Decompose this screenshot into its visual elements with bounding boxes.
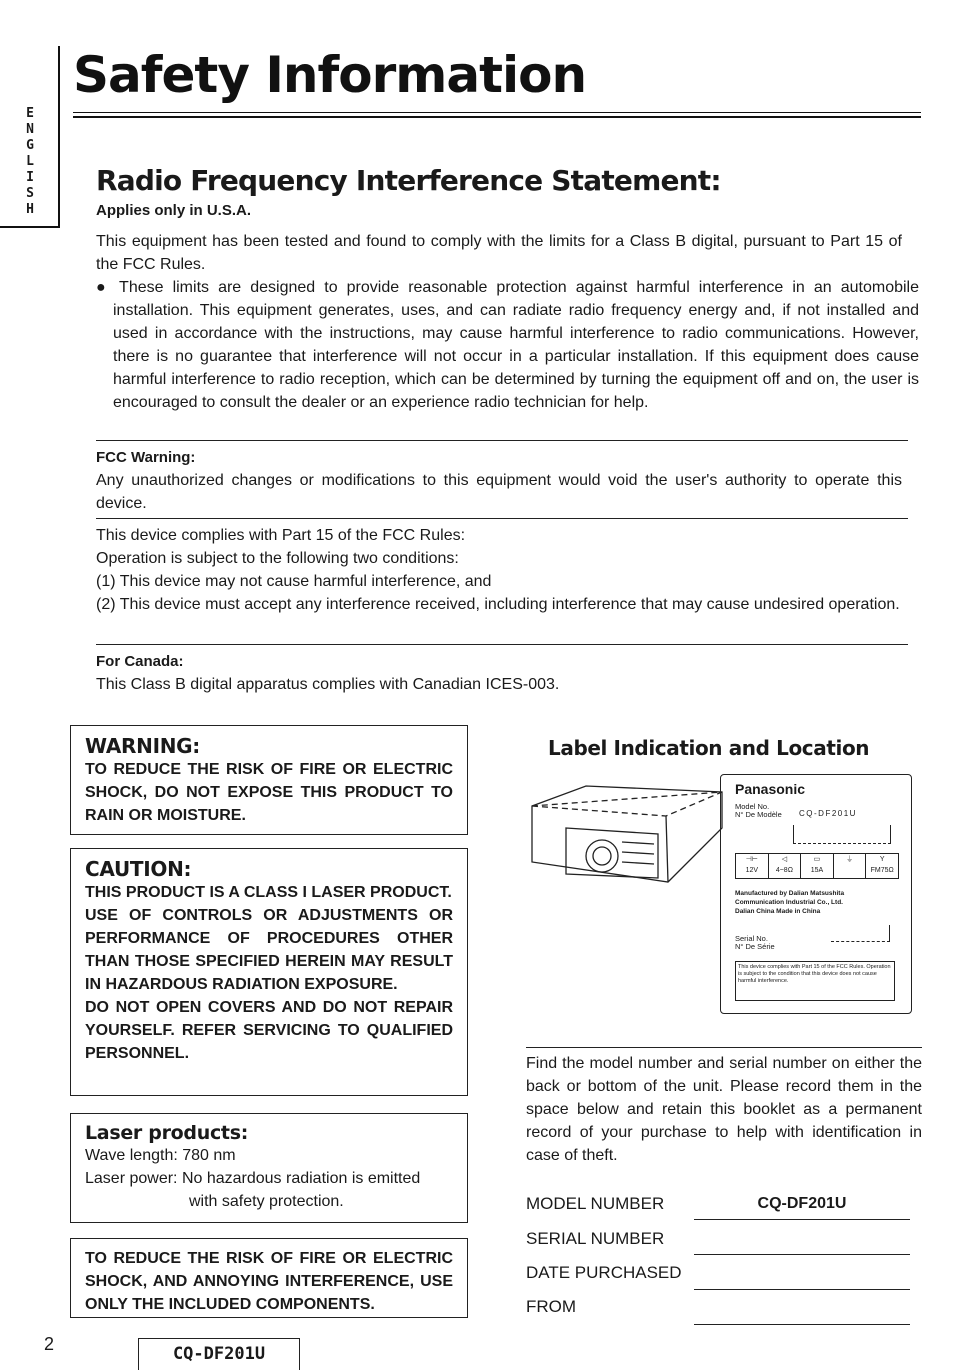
page-number: 2 <box>44 1334 55 1354</box>
caution-text-3: DO NOT OPEN COVERS AND DO NOT REPAIR YOURSELF. REFER SERVICING TO QUALIFIED PERSONNEL. <box>85 999 453 1062</box>
rfi-paragraph-1: This equipment has been tested and found to comply with the limits for a Class B digital, pursuant to Part 15 of the FCC Rules. <box>96 233 902 273</box>
serial-number-line <box>694 1254 910 1255</box>
spec-ohm: 4~8Ω <box>775 867 793 874</box>
language-letter: N <box>26 122 34 137</box>
brand-logo: Panasonic <box>735 781 806 797</box>
label-model-code: CQ-DF201U <box>799 809 857 818</box>
language-letter: H <box>26 202 34 217</box>
serial-no-label-fr: N° De Série <box>735 942 775 951</box>
caution-text-1: THIS PRODUCT IS A CLASS I LASER PRODUCT. <box>85 884 452 901</box>
language-letter: I <box>26 170 34 185</box>
ground-icon: ⏚ <box>846 856 854 863</box>
car-stereo-icon <box>532 786 722 882</box>
mfg-line-1: Manufactured by Dalian Matsushita <box>735 890 845 897</box>
title-rule <box>73 112 921 118</box>
label-section-heading: Label Indication and Location <box>548 736 870 760</box>
serial-number-label: SERIAL NUMBER <box>526 1229 665 1248</box>
language-letter: G <box>26 138 34 153</box>
laser-box <box>70 1113 468 1223</box>
spec-voltage: 12V <box>745 867 759 874</box>
model-number-label: MODEL NUMBER <box>526 1194 665 1213</box>
date-purchased-line <box>694 1289 910 1290</box>
power-icon: ⊣⊢ <box>745 856 758 863</box>
spec-fm: FM75Ω <box>870 867 894 874</box>
rfi-applies: Applies only in U.S.A. <box>96 202 252 219</box>
canada-heading: For Canada: <box>96 653 184 670</box>
components-box <box>70 1238 468 1318</box>
spec-amp: 15A <box>810 867 824 874</box>
caution-text-2: USE OF CONTROLS OR ADJUSTMENTS OR PERFORMANCE OF PROCEDURES OTHER THAN THOSE SPECIFIED HEREIN MAY RESULT IN HAZARDOUS RADIATION EXPOSURE. <box>85 907 453 993</box>
model-no-label-fr: N° De Modèle <box>735 810 782 819</box>
warning-box <box>70 725 468 835</box>
language-letter: E <box>26 106 34 121</box>
spec-row <box>735 853 899 879</box>
language-letter: S <box>26 186 34 201</box>
page-title: Safety Information <box>73 46 587 104</box>
from-label: FROM <box>526 1297 577 1316</box>
fcc-warning-text: Any unauthorized changes or modifications to this equipment would void the user's authority to operate this device. <box>96 472 902 512</box>
model-number-line <box>694 1219 910 1220</box>
speaker-icon: ◁ <box>781 856 788 863</box>
model-number-value: CQ-DF201U <box>757 1195 847 1212</box>
serial-entry-box <box>831 925 890 942</box>
divider <box>96 644 908 645</box>
compliance-line-2: Operation is subject to the following two conditions: <box>96 550 459 567</box>
compliance-item-2: (2) This device must accept any interference received, including interference that may cause undesired operation. <box>96 596 900 613</box>
fcc-label-box: This device complies with Part 15 of the FCC Rules. Operation is subject to the condition that this device does not cause harmful interference. <box>735 961 895 1001</box>
divider <box>526 1047 922 1048</box>
from-line <box>694 1324 910 1325</box>
mfg-line-2: Communication Industrial Co., Ltd. <box>735 899 843 906</box>
mfg-line-3: Dalian China Made in China <box>735 908 821 915</box>
laser-heading: Laser products: <box>85 1122 249 1144</box>
serial-no-label: Serial No. <box>735 934 768 943</box>
caution-heading: CAUTION: <box>85 857 192 881</box>
fcc-warning-heading: FCC Warning: <box>96 449 196 466</box>
label-sticker <box>720 774 912 1014</box>
compliance-item-1: (1) This device may not cause harmful interference, and <box>96 573 492 590</box>
rfi-paragraph-2: ● These limits are designed to provide reasonable protection against harmful interference in an automobile installation. This equipment generates, uses, and can radiate radio frequency energy and, if not installed and used in accordance with the instructions, may cause harmful interference to radio communications. However, there is no guarantee that interference will not occur in a particular installation. If this equipment does cause harmful interference to radio reception, which can be determined by turning the equipment off and on, the user is encouraged to consult the dealer or an experience radio technician for help. <box>96 279 919 411</box>
model-no-label: Model No. <box>735 802 770 811</box>
warning-heading: WARNING: <box>85 734 200 758</box>
laser-power-cont: with safety protection. <box>189 1193 344 1210</box>
footer-model-tab: CQ-DF201U <box>138 1338 300 1370</box>
rfi-heading: Radio Frequency Interference Statement: <box>96 164 721 197</box>
language-letter: L <box>26 154 34 169</box>
caution-box <box>70 848 468 1096</box>
fuse-icon: ▭ <box>813 856 821 863</box>
warning-text: TO REDUCE THE RISK OF FIRE OR ELECTRIC SHOCK, DO NOT EXPOSE THIS PRODUCT TO RAIN OR MOISTURE. <box>85 761 453 824</box>
components-text: TO REDUCE THE RISK OF FIRE OR ELECTRIC SHOCK, AND ANNOYING INTERFERENCE, USE ONLY THE INCLUDED COMPONENTS. <box>85 1250 453 1313</box>
canada-text: This Class B digital apparatus complies with Canadian ICES-003. <box>96 676 560 693</box>
language-side-tab <box>0 46 60 228</box>
date-purchased-label: DATE PURCHASED <box>526 1263 682 1282</box>
laser-power: Laser power: No hazardous radiation is emitted <box>85 1170 421 1187</box>
divider <box>96 440 908 441</box>
laser-wave: Wave length: 780 nm <box>85 1147 236 1164</box>
find-instructions: Find the model number and serial number on either the back or bottom of the unit. Please record them in the space below and retain this booklet as a permanent record of your purchase to help with identification in case of theft. <box>526 1055 922 1164</box>
antenna-icon: Y <box>879 856 885 863</box>
divider <box>96 518 908 519</box>
compliance-line-1: This device complies with Part 15 of the FCC Rules: <box>96 527 466 544</box>
unit-drawing <box>526 778 726 888</box>
model-entry-box <box>793 825 891 844</box>
language-label <box>22 106 38 218</box>
